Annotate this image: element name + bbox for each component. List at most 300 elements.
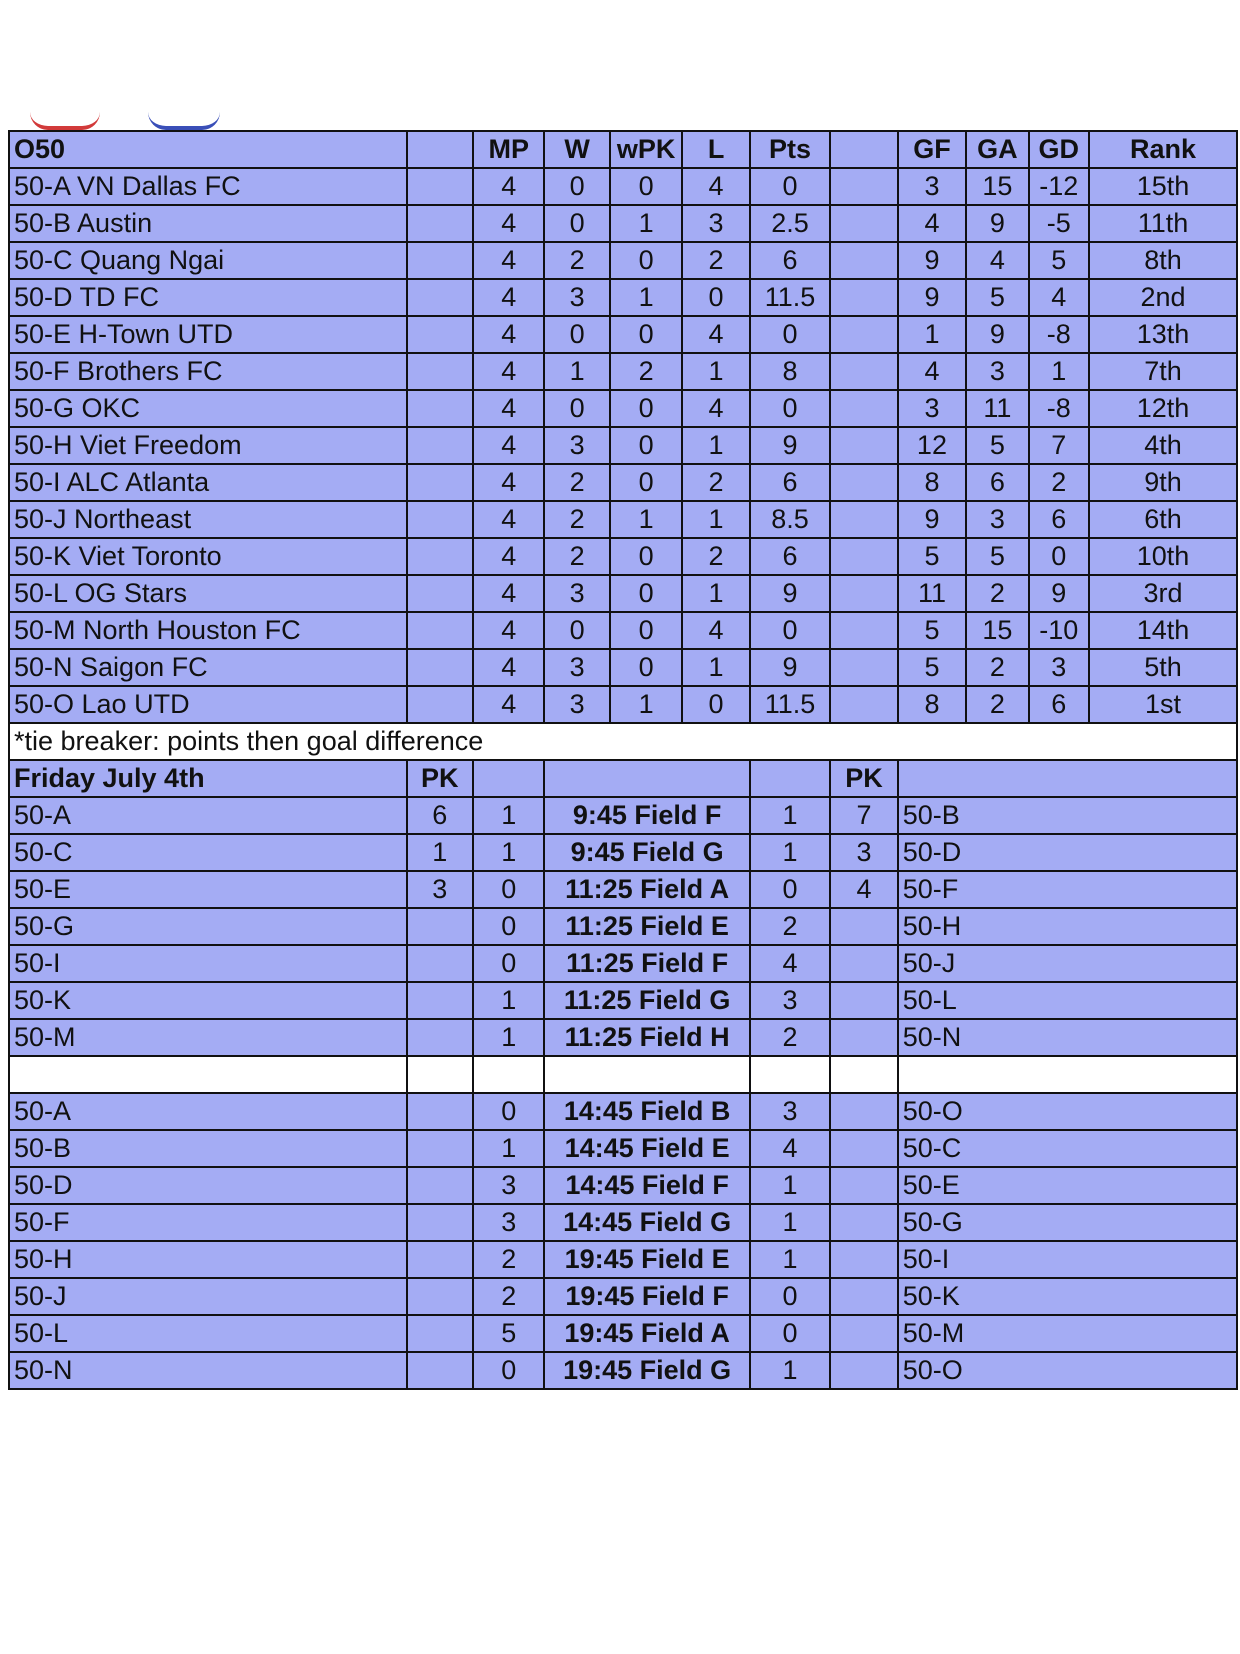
standings-row (9, 501, 1237, 538)
points: 11.5 (750, 686, 831, 723)
match-row (9, 797, 1237, 834)
team-name: 50-C Quang Ngai (9, 242, 407, 279)
goal-difference: 0 (1029, 538, 1089, 575)
home-team: 50-G (9, 908, 407, 945)
goal-difference: -5 (1029, 205, 1089, 242)
home-pk (407, 1315, 473, 1352)
losses: 1 (682, 649, 749, 686)
blank-cell (830, 279, 897, 316)
home-score: 3 (473, 1167, 544, 1204)
rank: 9th (1089, 464, 1237, 501)
header-rank: Rank (1089, 131, 1237, 168)
away-score: 2 (750, 908, 831, 945)
losses: 2 (682, 538, 749, 575)
points: 8.5 (750, 501, 831, 538)
standings-row (9, 464, 1237, 501)
wins: 1 (544, 353, 609, 390)
wins-pk: 0 (610, 168, 682, 205)
header-pts: Pts (750, 131, 831, 168)
away-pk (830, 982, 897, 1019)
standings-row (9, 279, 1237, 316)
home-score: 1 (473, 982, 544, 1019)
matches-played: 4 (473, 575, 544, 612)
match-day: Friday July 4th (9, 760, 407, 797)
away-pk (830, 1093, 897, 1130)
team-name: 50-N Saigon FC (9, 649, 407, 686)
wins: 0 (544, 612, 609, 649)
away-pk (830, 1241, 897, 1278)
away-score: 1 (750, 1241, 831, 1278)
wins: 2 (544, 242, 609, 279)
away-score: 2 (750, 1019, 831, 1056)
home-pk (407, 1204, 473, 1241)
match-row (9, 834, 1237, 871)
home-pk: 6 (407, 797, 473, 834)
standings-row (9, 353, 1237, 390)
losses: 4 (682, 168, 749, 205)
away-score: 3 (750, 1093, 831, 1130)
losses: 4 (682, 612, 749, 649)
blank-cell (830, 390, 897, 427)
wins-pk: 0 (610, 612, 682, 649)
match-time-field: 19:45 Field A (544, 1315, 749, 1352)
goals-against: 5 (966, 279, 1028, 316)
goals-against: 2 (966, 575, 1028, 612)
match-time-field: 11:25 Field F (544, 945, 749, 982)
rank: 1st (1089, 686, 1237, 723)
wins-pk: 0 (610, 464, 682, 501)
home-pk (407, 1167, 473, 1204)
home-team: 50-H (9, 1241, 407, 1278)
away-score: 1 (750, 1204, 831, 1241)
blank-cell (407, 501, 473, 538)
wins: 0 (544, 390, 609, 427)
goals-against: 3 (966, 501, 1028, 538)
away-score: 1 (750, 1167, 831, 1204)
blank-cell (830, 205, 897, 242)
away-score: 0 (750, 871, 831, 908)
away-team: 50-H (898, 908, 1237, 945)
away-team: 50-K (898, 1278, 1237, 1315)
standings-row (9, 427, 1237, 464)
match-time-field: 11:25 Field G (544, 982, 749, 1019)
losses: 1 (682, 427, 749, 464)
matches-played: 4 (473, 538, 544, 575)
wins-pk: 0 (610, 538, 682, 575)
standings-row (9, 242, 1237, 279)
blank-cell (407, 316, 473, 353)
wins-pk: 2 (610, 353, 682, 390)
away-score: 1 (750, 834, 831, 871)
losses: 1 (682, 575, 749, 612)
home-score: 0 (473, 1093, 544, 1130)
points: 11.5 (750, 279, 831, 316)
home-team: 50-J (9, 1278, 407, 1315)
goals-against: 4 (966, 242, 1028, 279)
home-pk (407, 945, 473, 982)
home-score: 0 (473, 1352, 544, 1389)
goal-difference: -10 (1029, 612, 1089, 649)
losses: 0 (682, 686, 749, 723)
blank-cell (830, 131, 897, 168)
home-score: 2 (473, 1241, 544, 1278)
blank-cell (830, 538, 897, 575)
blank-cell (830, 316, 897, 353)
standings-schedule-table (8, 130, 1238, 1390)
away-pk (830, 1315, 897, 1352)
matches-played: 4 (473, 427, 544, 464)
team-name: 50-B Austin (9, 205, 407, 242)
blank-cell (830, 353, 897, 390)
away-score: 4 (750, 1130, 831, 1167)
points: 0 (750, 390, 831, 427)
home-team: 50-L (9, 1315, 407, 1352)
matches-played: 4 (473, 168, 544, 205)
blank-cell (750, 1056, 831, 1093)
blank-cell (407, 390, 473, 427)
standings-row (9, 649, 1237, 686)
blank-cell (830, 501, 897, 538)
home-score: 3 (473, 1204, 544, 1241)
team-name: 50-J Northeast (9, 501, 407, 538)
goals-against: 5 (966, 427, 1028, 464)
home-team: 50-A (9, 797, 407, 834)
wins-pk: 1 (610, 501, 682, 538)
header-gd: GD (1029, 131, 1089, 168)
matches-played: 4 (473, 205, 544, 242)
goals-against: 15 (966, 168, 1028, 205)
away-pk (830, 1204, 897, 1241)
wins: 3 (544, 575, 609, 612)
away-team: 50-N (898, 1019, 1237, 1056)
match-time-field: 11:25 Field E (544, 908, 749, 945)
tie-breaker-note: *tie breaker: points then goal difference (9, 723, 1237, 760)
goals-against: 6 (966, 464, 1028, 501)
points: 6 (750, 242, 831, 279)
goal-difference: 2 (1029, 464, 1089, 501)
blank-cell (830, 242, 897, 279)
rank: 12th (1089, 390, 1237, 427)
goals-for: 12 (898, 427, 966, 464)
match-time-field: 14:45 Field G (544, 1204, 749, 1241)
goals-against: 11 (966, 390, 1028, 427)
blank-cell (407, 168, 473, 205)
matches-played: 4 (473, 353, 544, 390)
rank: 10th (1089, 538, 1237, 575)
points: 0 (750, 612, 831, 649)
home-team: 50-C (9, 834, 407, 871)
blank-cell (407, 427, 473, 464)
blank-cell (407, 686, 473, 723)
blank-cell (544, 1056, 749, 1093)
rank: 6th (1089, 501, 1237, 538)
goal-difference: -8 (1029, 390, 1089, 427)
points: 0 (750, 316, 831, 353)
away-pk (830, 1167, 897, 1204)
rank: 14th (1089, 612, 1237, 649)
home-team: 50-K (9, 982, 407, 1019)
standings-row (9, 205, 1237, 242)
away-team: 50-M (898, 1315, 1237, 1352)
match-time-field: 14:45 Field B (544, 1093, 749, 1130)
points: 6 (750, 538, 831, 575)
losses: 1 (682, 501, 749, 538)
wins: 3 (544, 427, 609, 464)
team-name: 50-F Brothers FC (9, 353, 407, 390)
goal-difference: 9 (1029, 575, 1089, 612)
blank-cell (9, 1056, 407, 1093)
goals-for: 3 (898, 390, 966, 427)
blank-cell (407, 242, 473, 279)
points: 6 (750, 464, 831, 501)
rank: 7th (1089, 353, 1237, 390)
away-team: 50-L (898, 982, 1237, 1019)
goal-difference: 7 (1029, 427, 1089, 464)
matches-played: 4 (473, 501, 544, 538)
home-team: 50-N (9, 1352, 407, 1389)
matches-played: 4 (473, 612, 544, 649)
match-row (9, 1278, 1237, 1315)
match-row (9, 908, 1237, 945)
rank: 3rd (1089, 575, 1237, 612)
goals-for: 11 (898, 575, 966, 612)
wins-pk: 0 (610, 575, 682, 612)
away-team: 50-C (898, 1130, 1237, 1167)
header-l: L (682, 131, 749, 168)
home-score: 0 (473, 945, 544, 982)
standings-row (9, 686, 1237, 723)
away-pk (830, 1019, 897, 1056)
goals-for: 4 (898, 353, 966, 390)
schedule-header-row (9, 760, 1237, 797)
match-time-field: 11:25 Field A (544, 871, 749, 908)
home-pk-header: PK (407, 760, 473, 797)
away-team: 50-O (898, 1093, 1237, 1130)
spacer-row (9, 1056, 1237, 1093)
away-team: 50-I (898, 1241, 1237, 1278)
goal-difference: 4 (1029, 279, 1089, 316)
matches-played: 4 (473, 279, 544, 316)
match-time-field: 19:45 Field E (544, 1241, 749, 1278)
blank-cell (830, 464, 897, 501)
goals-for: 8 (898, 464, 966, 501)
losses: 2 (682, 464, 749, 501)
team-name: 50-H Viet Freedom (9, 427, 407, 464)
matches-played: 4 (473, 390, 544, 427)
goals-against: 3 (966, 353, 1028, 390)
blank-cell (898, 1056, 1237, 1093)
matches-played: 4 (473, 464, 544, 501)
header-gf: GF (898, 131, 966, 168)
away-pk (830, 908, 897, 945)
away-pk (830, 1352, 897, 1389)
group-label: O50 (9, 131, 407, 168)
match-row (9, 1315, 1237, 1352)
away-team: 50-O (898, 1352, 1237, 1389)
header-mp: MP (473, 131, 544, 168)
standings-row (9, 168, 1237, 205)
goals-for: 9 (898, 501, 966, 538)
blank-cell (750, 760, 831, 797)
away-team: 50-F (898, 871, 1237, 908)
away-pk: 4 (830, 871, 897, 908)
match-row (9, 1241, 1237, 1278)
blank-cell (473, 1056, 544, 1093)
wins-pk: 1 (610, 205, 682, 242)
team-name: 50-M North Houston FC (9, 612, 407, 649)
blank-cell (830, 575, 897, 612)
away-team: 50-B (898, 797, 1237, 834)
points: 0 (750, 168, 831, 205)
match-row (9, 1093, 1237, 1130)
home-team: 50-F (9, 1204, 407, 1241)
away-team: 50-E (898, 1167, 1237, 1204)
goals-for: 9 (898, 279, 966, 316)
away-score: 1 (750, 797, 831, 834)
goals-against: 2 (966, 686, 1028, 723)
wins-pk: 0 (610, 316, 682, 353)
home-score: 1 (473, 797, 544, 834)
home-pk (407, 908, 473, 945)
match-row (9, 1352, 1237, 1389)
match-time-field: 19:45 Field F (544, 1278, 749, 1315)
away-team: 50-D (898, 834, 1237, 871)
goals-for: 1 (898, 316, 966, 353)
losses: 1 (682, 353, 749, 390)
goals-against: 5 (966, 538, 1028, 575)
blank-cell (830, 649, 897, 686)
team-name: 50-K Viet Toronto (9, 538, 407, 575)
rank: 15th (1089, 168, 1237, 205)
wins-pk: 1 (610, 686, 682, 723)
logo-left (30, 112, 100, 130)
home-pk (407, 982, 473, 1019)
home-team: 50-I (9, 945, 407, 982)
home-pk (407, 1130, 473, 1167)
wins: 2 (544, 464, 609, 501)
goal-difference: 6 (1029, 686, 1089, 723)
home-pk (407, 1278, 473, 1315)
away-pk-header: PK (830, 760, 897, 797)
home-team: 50-A (9, 1093, 407, 1130)
home-score: 1 (473, 1130, 544, 1167)
blank-cell (898, 760, 1237, 797)
points: 8 (750, 353, 831, 390)
wins-pk: 0 (610, 427, 682, 464)
standings-row (9, 612, 1237, 649)
away-team: 50-G (898, 1204, 1237, 1241)
goals-for: 5 (898, 612, 966, 649)
losses: 4 (682, 316, 749, 353)
home-pk (407, 1019, 473, 1056)
home-team: 50-E (9, 871, 407, 908)
standings-row (9, 538, 1237, 575)
match-row (9, 945, 1237, 982)
goals-for: 4 (898, 205, 966, 242)
goal-difference: -12 (1029, 168, 1089, 205)
header-wpk: wPK (610, 131, 682, 168)
match-row (9, 1204, 1237, 1241)
blank-cell (407, 1056, 473, 1093)
goals-for: 5 (898, 649, 966, 686)
away-score: 3 (750, 982, 831, 1019)
blank-cell (407, 464, 473, 501)
header-ga: GA (966, 131, 1028, 168)
points: 9 (750, 649, 831, 686)
goals-against: 15 (966, 612, 1028, 649)
match-time-field: 14:45 Field E (544, 1130, 749, 1167)
goal-difference: 5 (1029, 242, 1089, 279)
blank-cell (830, 686, 897, 723)
standings-row (9, 316, 1237, 353)
wins: 3 (544, 279, 609, 316)
goal-difference: 6 (1029, 501, 1089, 538)
wins: 2 (544, 501, 609, 538)
home-pk (407, 1352, 473, 1389)
losses: 2 (682, 242, 749, 279)
rank: 4th (1089, 427, 1237, 464)
team-name: 50-D TD FC (9, 279, 407, 316)
wins: 0 (544, 168, 609, 205)
home-score: 1 (473, 1019, 544, 1056)
home-score: 0 (473, 908, 544, 945)
losses: 4 (682, 390, 749, 427)
wins-pk: 0 (610, 242, 682, 279)
losses: 3 (682, 205, 749, 242)
blank-cell (407, 575, 473, 612)
home-pk (407, 1241, 473, 1278)
matches-played: 4 (473, 316, 544, 353)
blank-cell (830, 168, 897, 205)
away-pk: 3 (830, 834, 897, 871)
standings-row (9, 575, 1237, 612)
away-score: 0 (750, 1315, 831, 1352)
rank: 13th (1089, 316, 1237, 353)
rank: 8th (1089, 242, 1237, 279)
rank: 2nd (1089, 279, 1237, 316)
goals-for: 3 (898, 168, 966, 205)
goals-for: 9 (898, 242, 966, 279)
match-row (9, 1167, 1237, 1204)
home-score: 0 (473, 871, 544, 908)
header-w: W (544, 131, 609, 168)
home-pk: 3 (407, 871, 473, 908)
team-name: 50-E H-Town UTD (9, 316, 407, 353)
goals-against: 2 (966, 649, 1028, 686)
match-time-field: 9:45 Field F (544, 797, 749, 834)
team-name: 50-O Lao UTD (9, 686, 407, 723)
points: 2.5 (750, 205, 831, 242)
blank-cell (830, 612, 897, 649)
blank-cell (407, 649, 473, 686)
away-pk (830, 1130, 897, 1167)
wins-pk: 0 (610, 649, 682, 686)
standings-header-row (9, 131, 1237, 168)
rank: 5th (1089, 649, 1237, 686)
wins: 3 (544, 686, 609, 723)
team-name: 50-L OG Stars (9, 575, 407, 612)
wins: 0 (544, 205, 609, 242)
blank-cell (830, 1056, 897, 1093)
blank-cell (830, 427, 897, 464)
goals-against: 9 (966, 316, 1028, 353)
logo-right (148, 112, 220, 130)
blank-cell (544, 760, 749, 797)
home-score: 5 (473, 1315, 544, 1352)
match-row (9, 871, 1237, 908)
blank-cell (407, 131, 473, 168)
points: 9 (750, 427, 831, 464)
